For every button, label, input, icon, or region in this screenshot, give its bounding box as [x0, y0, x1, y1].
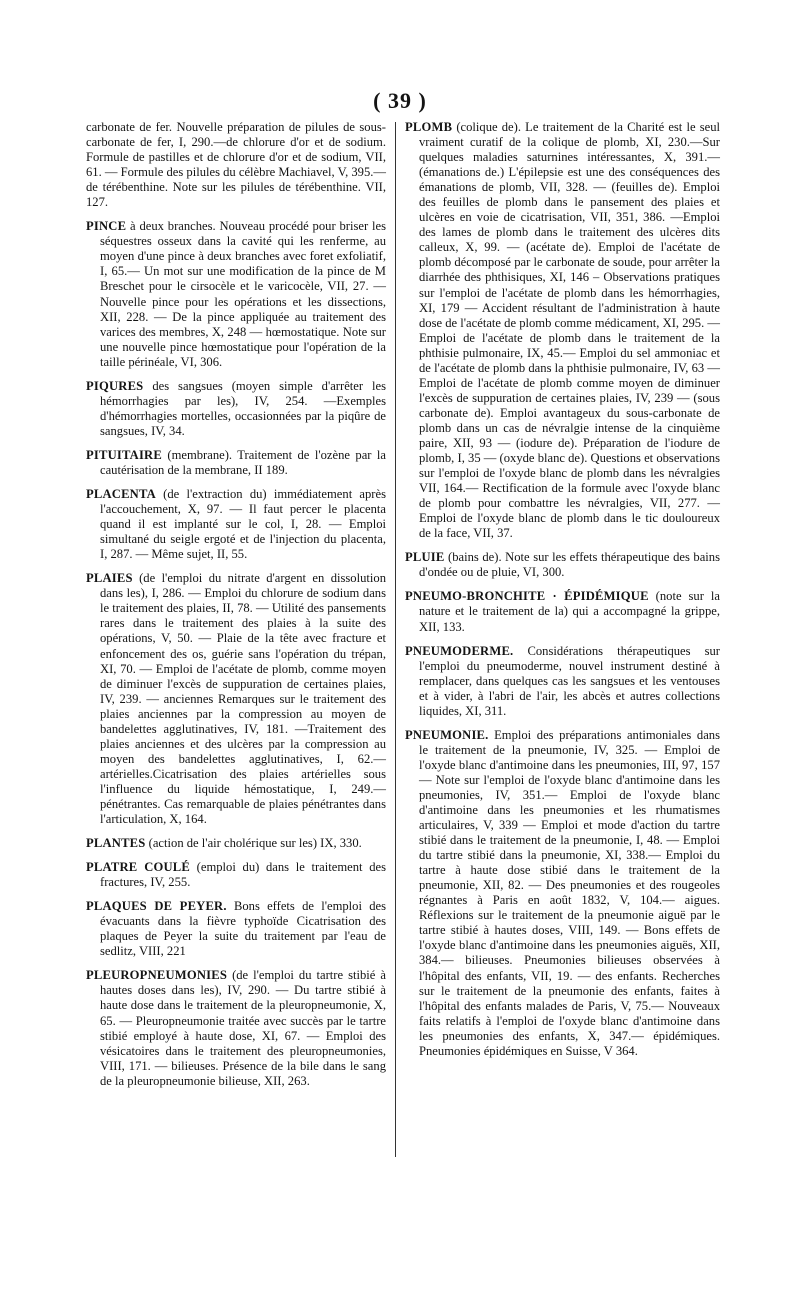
entry-heading: PLANTES	[86, 836, 146, 851]
index-entry	[405, 120, 720, 541]
entry-text: Considérations thérapeutiques sur l'emploi du pneumoderme, nouvel instrument destiné à remplacer, dans quelques cas les sangsues et les ventouses et à vider, à l'abri de l'air, les abcès et autres collections liquides, XI, 311.	[419, 643, 720, 718]
entry-text: (de l'emploi du nitrate d'argent en dissolution dans les), I, 286. — Emploi du chlorure de sodium dans le traitement des plaies, II, 78. — Utilité des pansements rares dans le traitement des plaies à la suite des opérations, V, 50. — Plaie de la tête avec fracture et enfoncement des os, guérie sans l'opération du trépan, XI, 70. — Emploi de l'acétate de plomb, comme moyen de diminuer l'excès de suppuration de certaines plaies, IV, 239. — anciennes Remarques sur le traitement des plaies anciennes par la compression au moyen de bandelettes agglutinatives, IV, 181. —Traitement des plaies anciennes et des ulcères par la compression au moyen des bandelettes agglutinatives, I, 62.—artérielles.Cicatrisation des plaies artérielles sous l'influence du liquide hémostatique, I, 249.— pénétrantes. Cas remarquable de plaies pénétrantes dans l'articulation, X, 164.	[100, 571, 386, 827]
index-entry	[405, 589, 720, 634]
index-entry	[86, 899, 386, 959]
entry-text: (membrane). Traitement de l'ozène par la cautérisation de la membrane, II 189.	[100, 447, 386, 477]
entry-heading: PNEUMONIE.	[405, 727, 489, 742]
entry-text: (note sur la nature et le traitement de la) qui a accompagné la grippe, XII, 133.	[419, 589, 721, 634]
entry-text: (action de l'air cholérique sur les) IX, 330.	[145, 836, 362, 851]
entry-text: Bons effets de l'emploi des évacuants dans la fièvre typhoïde Cicatrisation des plaques de Peyer la suite du traitement par l'eau de sedlitz, VIII, 221	[100, 899, 386, 959]
index-entry	[86, 571, 386, 827]
entry-heading: PNEUMODERME.	[405, 643, 514, 658]
index-entry	[405, 550, 720, 580]
entry-text: à deux branches. Nouveau procédé pour briser les séquestres osseux dans la cavité qui les renferme, au moyen d'une pince à deux branches avec foret exfoliatif, I, 65.— Un mot sur une modification de la pince de M Breschet pour le cirsocèle et le varicocèle, VII, 27. — Nouvelle pince pour les opérations et les dissections, XII, 228. — De la pince appliquée au traitement des varices des membres, X, 248 — hœmostatique. Note sur une nouvelle pince hœmostatique pour l'opération de la taille périnéale, VI, 306.	[100, 219, 386, 369]
entry-text: carbonate de fer. Nouvelle préparation de pilules de sous-carbonate de fer, I, 290.—de chlorure d'or et de sodium. Formule de pastilles et de chlorure d'or et de sodium, VII, 61. — Formule des pilules du célèbre Machiavel, V, 395.— de térébenthine. Note sur les pilules de térébenthine. VII, 127.	[86, 120, 386, 210]
entry-text: (emploi du) dans le traitement des fractures, IV, 255.	[100, 860, 386, 890]
entry-heading: PLACENTA	[86, 487, 156, 502]
entry-heading: PLUIE	[405, 550, 445, 565]
entry-heading: PLEUROPNEUMONIES	[86, 968, 228, 983]
index-entry	[86, 448, 386, 478]
index-entry	[86, 968, 386, 1088]
index-entry	[405, 644, 720, 719]
entry-text: (bains de). Note sur les effets thérapeutique des bains d'ondée ou de pluie, VI, 300.	[419, 550, 720, 580]
page-number: ( 39 )	[373, 88, 427, 113]
column-divider	[395, 122, 396, 1157]
entry-text: (de l'extraction du) immédiatement après l'accouchement, X, 97. — Il faut percer le placenta quand il est implanté sur le col, I, 28. — Emploi simultané du seigle ergoté et de l'injection du placenta, I, 287. — Même sujet, II, 55.	[100, 487, 386, 562]
entry-heading: PLAQUES DE PEYER.	[86, 899, 227, 914]
entry-heading: PLOMB	[405, 120, 453, 134]
left-column	[86, 120, 386, 1098]
entry-text: (colique de). Le traitement de la Charité est le seul vraiment curatif de la colique de plomb, XI, 230.—Sur quelques maladies saturnines intéressantes, X, 391.—(émanations de.) L'épilepsie est une des conséquences des émanations de plomb, VII, 328. — (feuilles de). Emploi des feuilles de plomb dans le pansement des plaies et ulcères en voie de cicatrisation, VII, 351, 386. —Emploi des lames de plomb dans le traitement des ulcères dits calleux, X, 99. — (acétate de). Emploi de l'acétate de plomb décomposé par le carbonate de soude, pour arrêter la diarrhée des phthisiques, XI, 146 – Observations pratiques sur l'emploi de l'acétate de plomb dans les hémorrhagies, XI, 179 — Accident résultant de l'administration à haute dose de l'acétate de plomb comme médicament, XI, 295. — Emploi de l'acétate de plomb dans le traitement de la phthisie pulmonaire, IX, 45.— Emploi du sel ammoniac et de l'acétate de plomb dans la phthisie pulmonaire, IV, 63 — Emploi de l'acétate de plomb comme moyen de diminuer l'excès de suppuration de certaines plaies, IV, 239 — (sous carbonate de). Emploi avantageux du sous-carbonate de plomb dans un cas de névralgie intense de la cinquième paire, XII, 93 — (iodure de). Préparation de l'iodure de plomb, I, 35 — (oxyde blanc de). Questions et observations sur l'emploi de l'oxyde blanc de plomb dans les névralgies VII, 164.— Rectification de la formule avec l'oxyde blanc de plomb pour combattre les névralgies, VII, 277. — Emploi de l'oxyde blanc de plomb dans le tic douloureux de la face, VII, 37.	[419, 120, 720, 541]
index-entry	[86, 860, 386, 890]
index-entry	[86, 487, 386, 562]
entry-heading: PLATRE COULÉ	[86, 860, 191, 875]
index-entry	[86, 120, 386, 210]
entry-text: des sangsues (moyen simple d'arrêter les hémorrhagies par les), IV, 254. —Exemples d'hémorrhagies mortelles, occasionnées par la piqûre de sangsues, IV, 34.	[100, 378, 386, 438]
entry-heading: PITUITAIRE	[86, 447, 162, 462]
entry-heading: PINCE	[86, 219, 127, 234]
index-entry	[405, 728, 720, 1059]
entry-text: Emploi des préparations antimoniales dans le traitement de la pneumonie, IV, 325. — Emploi de l'oxyde blanc d'antimoine dans les pneumonies, III, 97, 157 — Note sur l'emploi de l'oxyde blanc d'antimoine dans les pneumonies, IV, 351.— Emploi de l'oxyde blanc d'antimoine dans les pneumonies et les rhumatismes articulaires, V, 339 — Emploi et mode d'action du tartre stibié dans le traitement de la pneumonie, I, 48. — Emploi du tartre stibié dans la pneumonie, XI, 338.— Emploi du tartre à haute dose stibié dans le traitement de la pneumonie, XII, 82. — Des pneumonies et des rougeoles régnantes à Paris en août 1832, V, 104.— aigues. Réflexions sur le traitement de la pneumonie aiguë par le tartre stibié à hautes doses, VIII, 149. — Bons effets de l'oxyde blanc d'antimoine dans les pneumonies aiguës, XII, 384.— bilieuses. Pneumonies bilieuses observées à l'hôpital des enfants, VII, 19. — des enfants. Recherches sur le traitement de la pneumonie des enfants, faites à l'hôpital des enfants malades de Paris, V, 75.— Nouveaux faits relatifs à l'emploi de l'oxyde blanc d'antimoine dans les pneumonies des enfants, X, 347.— épidémiques. Pneumonies épidémiques en Suisse, V 364.	[419, 727, 720, 1058]
right-column	[405, 120, 720, 1068]
index-entry	[86, 379, 386, 439]
entry-heading: PLAIES	[86, 571, 133, 586]
entry-text: (de l'emploi du tartre stibié à hautes doses dans les), IV, 290. — Du tartre stibié à haute dose dans le traitement de la pleuropneumonie, X, 65. — Pleuropneumonie traitée avec succès par le tartre stibié employé à haute dose, XI, 67. — Emploi des vésicatoires dans le traitement des pleuropneumonies, VIII, 171. — bilieuses. Présence de la bile dans le sang de la pleuropneumonie bilieuse, XII, 263.	[100, 968, 386, 1088]
index-entry	[86, 219, 386, 369]
entry-heading: PIQURES	[86, 378, 144, 393]
index-entry	[86, 836, 386, 851]
entry-heading: PNEUMO-BRONCHITE · ÉPIDÉMIQUE	[405, 589, 649, 604]
